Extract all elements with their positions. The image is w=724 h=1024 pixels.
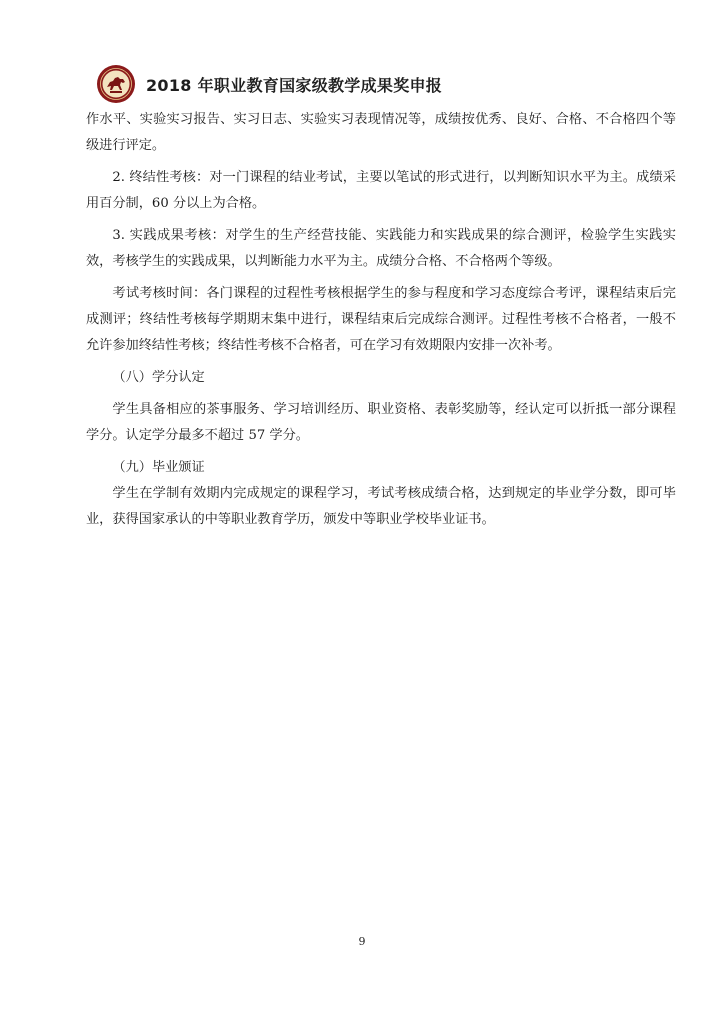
section-9-heading: （九）毕业颁证 xyxy=(112,460,205,475)
continuation-paragraph: 作水平、实验实习报告、实习日志、实验实习表现情况等，成绩按优秀、良好、合格、不合格四个等级进行评定。 xyxy=(86,112,676,153)
section-9-paragraph: 学生在学制有效期内完成规定的课程学习，考试考核成绩合格，达到规定的毕业学分数，即可毕业，获得国家承认的中等职业教育学历，颁发中等职业学校毕业证书。 xyxy=(86,486,676,527)
page-number: 9 xyxy=(358,935,366,948)
school-seal-logo-icon xyxy=(96,64,136,104)
section-8-heading: （八）学分认定 xyxy=(112,370,205,385)
document-header xyxy=(96,62,656,106)
document-body xyxy=(86,107,676,533)
section-8-paragraph: 学生具备相应的茶事服务、学习培训经历、职业资格、表彰奖励等，经认定可以折抵一部分课程学分。认定学分最多不超过 57 学分。 xyxy=(86,402,676,443)
practical-assessment-paragraph: 3. 实践成果考核：对学生的生产经营技能、实践能力和实践成果的综合测评，检验学生实践实效，考核学生的实践成果，以判断能力水平为主。成绩分合格、不合格两个等级。 xyxy=(86,228,676,269)
exam-time-paragraph: 考试考核时间：各门课程的过程性考核根据学生的参与程度和学习态度综合考评，课程结束后完成测评；终结性考核每学期期末集中进行，课程结束后完成综合测评。过程性考核不合格者，一般不允许参加终结性考核；终结性考核不合格者，可在学习有效期限内安排一次补考。 xyxy=(86,286,676,353)
final-assessment-paragraph: 2. 终结性考核：对一门课程的结业考试，主要以笔试的形式进行，以判断知识水平为主。成绩采用百分制，60 分以上为合格。 xyxy=(86,170,676,211)
page-header-title: 2018 年职业教育国家级教学成果奖申报 xyxy=(146,75,443,95)
